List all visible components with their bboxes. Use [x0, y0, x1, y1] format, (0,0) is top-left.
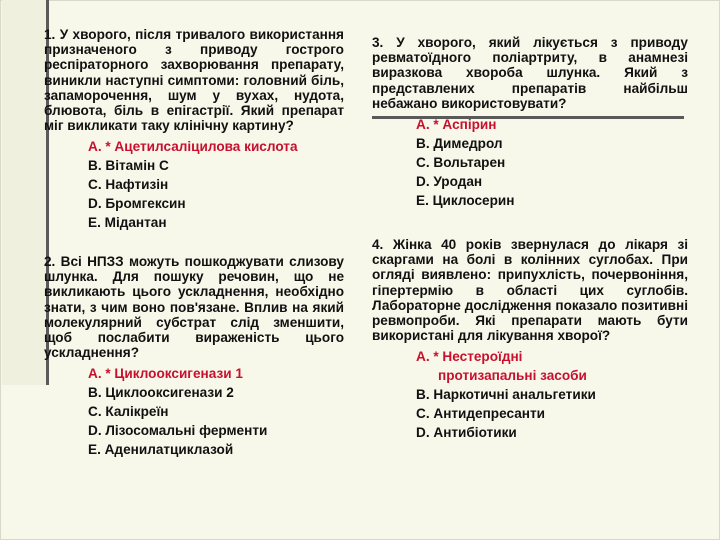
question-2-options — [44, 366, 344, 458]
option-c: С. Вольтарен — [416, 155, 506, 171]
option-e: Е. Мідантан — [88, 215, 167, 231]
option-a-correct: А. * Ацетилсаліцилова кислота — [88, 139, 298, 155]
question-3-text: 3. У хворого, який лікується з приводу ревматоїдного поліартриту, в анамнезі виразкова хвороба шлунка. Який з представлених препаратів найбільш небажано використовувати? — [372, 35, 688, 111]
option-b: В. Димедрол — [416, 136, 503, 152]
question-2-text: 2. Всі НПЗЗ можуть пошкоджувати слизову шлунка. Для пошуку речовин, що не викликають цього ускладнення, необхідно знати, з чим воно пов'язане. Вплив на який молекулярний субстрат слід зменшити, щоб послабити вираженість цього ускладнення? — [44, 254, 344, 361]
question-3 — [372, 35, 688, 212]
option-a-correct: А. * Аспірин — [416, 117, 497, 133]
question-2 — [44, 254, 344, 461]
left-accent-bar — [2, 0, 49, 385]
option-b: В. Циклооксигенази 2 — [88, 385, 234, 401]
option-d: D. Антибіотики — [416, 425, 517, 441]
question-4-options — [372, 349, 688, 441]
option-c: С. Антидепресанти — [416, 406, 546, 422]
option-c: С. Калікреїн — [88, 404, 169, 420]
option-d: D. Лізосомальні ферменти — [88, 423, 268, 439]
option-a-correct: А. * Циклооксигенази 1 — [88, 366, 243, 382]
option-e: Е. Аденилатциклазой — [88, 442, 234, 458]
option-c: С. Нафтизін — [88, 177, 169, 193]
question-1-text: 1. У хворого, після тривалого використання призначеного з приводу гострого респіраторного захворювання препарату, виникли наступні симптоми: головний біль, запаморочення, шум у вухах, нудота, блювота, біль в епігастрії. Який препарат міг викликати таку клінічну картину? — [44, 27, 344, 134]
question-1-options — [44, 139, 344, 231]
option-b: В. Наркотичні анальгетики — [416, 387, 596, 403]
option-d: D. Уродан — [416, 174, 483, 190]
option-a-correct-continued: протизапальні засоби — [438, 368, 587, 384]
option-a-correct: А. * Нестероїдні — [416, 349, 523, 365]
option-b: В. Вітамін С — [88, 158, 169, 174]
question-4-text: 4. Жінка 40 років звернулася до лікаря зі скаргами на болі в колінних суглобах. При огляді виявлено: припухлість, почервоніння, гіпертермію в області цих суглобів. Лабораторне дослідження показало позитивні ревмопроби. Які препарати мають бути використані для лікування хворої? — [372, 237, 688, 344]
option-e: Е. Циклосерин — [416, 193, 515, 209]
question-4 — [372, 237, 688, 444]
question-3-options — [372, 117, 688, 209]
option-d: D. Бромгексин — [88, 196, 186, 212]
question-1 — [44, 27, 344, 234]
